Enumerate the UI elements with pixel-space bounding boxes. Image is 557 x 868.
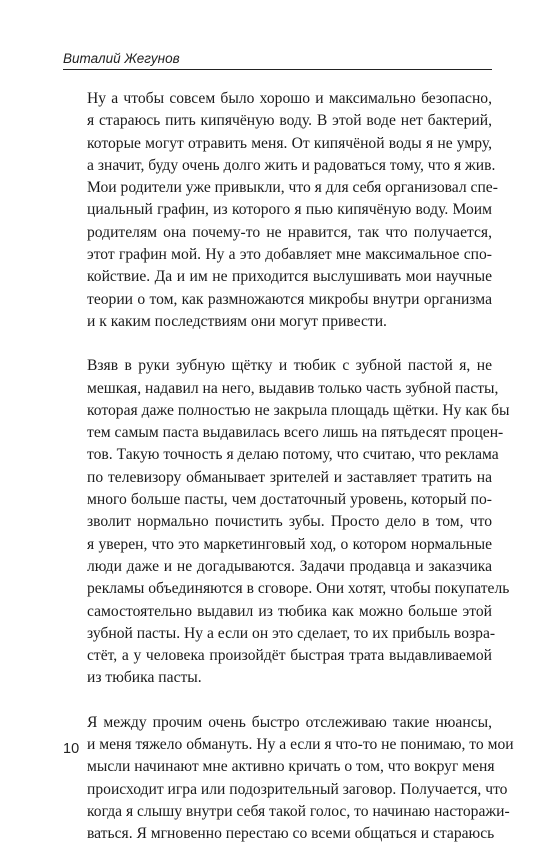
text-line: по телевизору обманывает зрителей и заставляет тратить на bbox=[87, 468, 492, 486]
text-line: зубной пасты. Ну а если он это сделает, то их прибыль возра- bbox=[87, 624, 496, 642]
text-line: и к каким последствиям они могут привести. bbox=[87, 312, 387, 330]
text-line: Я между прочим очень быстро отслеживаю такие нюансы, bbox=[87, 713, 492, 731]
text-line: а значит, буду очень долго жить и радоваться тому, что я жив. bbox=[87, 156, 496, 174]
text-line: люди даже и не догадываются. Задачи продавца и заказчика bbox=[87, 557, 492, 575]
paragraph-2 bbox=[63, 355, 510, 689]
text-line: теории о том, как размножаются микробы внутри организма bbox=[87, 290, 492, 308]
text-line: циальный графин, из которого я пью кипячёную воду. Моим bbox=[87, 201, 492, 219]
text-line: и меня тяжело обмануть. Ну а если я что-то не понимаю, то мои bbox=[87, 736, 514, 754]
text-line: Взяв в руки зубную щётку и тюбик с зубной пастой я, не bbox=[87, 357, 492, 375]
text-line: тов. Такую точность я делаю потому, что считаю, что реклама bbox=[87, 446, 499, 464]
text-line: ваться. Я мгновенно перестаю со всеми общаться и стараюсь bbox=[87, 825, 495, 843]
text-line: Ну а чтобы совсем было хорошо и максимально безопасно, bbox=[87, 90, 492, 107]
text-line: которая даже полностью не закрыла площадь щётки. Ну как бы bbox=[87, 401, 510, 419]
text-line: я стараюсь пить кипячёную воду. В этой воде нет бактерий, bbox=[87, 112, 492, 130]
text-line: происходит игра или подозрительный заговор. Получается, что bbox=[87, 780, 508, 798]
text-line: из тюбика пасты. bbox=[87, 669, 202, 687]
text-line: я уверен, что это маркетинговый ход, о котором нормальные bbox=[87, 535, 492, 553]
text-line: рекламы объединяются в сговоре. Они хотят, чтобы покупатель bbox=[87, 580, 510, 598]
text-line: много больше пасты, чем достаточный уровень, который по- bbox=[87, 491, 492, 509]
text-line: Мои родители уже привыкли, что я для себя организовал спе- bbox=[87, 179, 498, 197]
text-line: родителям она почему-то не нравится, так что получается, bbox=[87, 223, 492, 241]
body-text bbox=[63, 88, 514, 868]
text-line: мысли начинают мне активно кричать о том, что вокруг меня bbox=[87, 758, 495, 776]
page-number: 10 bbox=[63, 741, 80, 757]
text-line: когда я слышу внутри себя такой голос, то начинаю насторажи- bbox=[87, 802, 510, 820]
text-line: тем самым паста выдавилась всего лишь на пятьдесят процен- bbox=[87, 424, 504, 442]
text-line: самостоятельно выдавил из тюбика как можно больше этой bbox=[87, 602, 492, 620]
running-head-author: Виталий Жегунов bbox=[63, 51, 492, 70]
text-line: этот графин мой. Ну а это добавляет мне максимальное спо- bbox=[87, 246, 492, 264]
text-line: которые могут отравить меня. От кипячёной воды я не умру, bbox=[87, 134, 492, 152]
text-line: мешкая, надавил на него, выдавив только часть зубной пасты, bbox=[87, 379, 499, 397]
paragraph-3 bbox=[63, 712, 514, 846]
text-line: зволит нормально почистить зубы. Просто дело в том, что bbox=[87, 513, 492, 531]
text-line: койствие. Да и им не приходится выслушивать мои научные bbox=[87, 268, 492, 286]
text-line: стёт, а у человека произойдёт быстрая трата выдавливаемой bbox=[87, 647, 492, 665]
paragraph-1 bbox=[63, 88, 498, 333]
